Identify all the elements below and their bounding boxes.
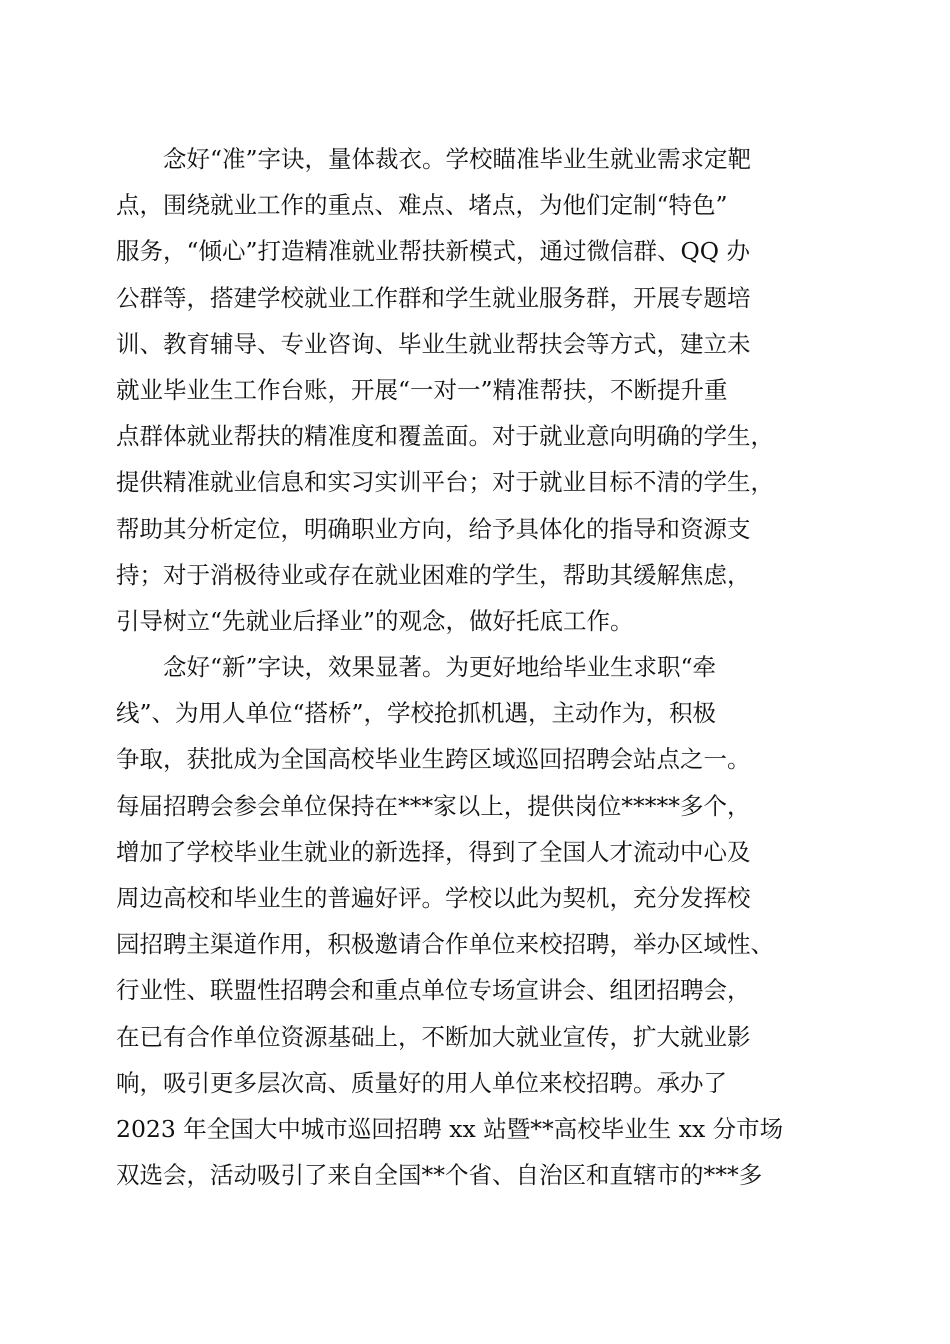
paragraph-line: 点，围绕就业工作的重点、难点、堵点，为他们定制“特色” [116,191,728,220]
paragraph-line: 每届招聘会参会单位保持在***家以上，提供岗位*****多个， [116,791,751,820]
paragraph-line: 线”、为用人单位“搭桥”，学校抢抓机遇，主动作为，积极 [116,699,717,728]
paragraph-zhun [116,136,856,644]
paragraph-line: 周边高校和毕业生的普遍好评。学校以此为契机，充分发挥校 [116,884,751,912]
paragraph-line: 园招聘主渠道作用，积极邀请合作单位来校招聘，举办区域性、 [116,930,774,959]
paragraph-line: 2023 年全国大中城市巡回招聘 xx 站暨**高校毕业生 xx 分市场 [116,1114,784,1143]
document-body [116,136,856,1198]
paragraph-line: 双选会，活动吸引了来自全国**个省、自治区和直辖市的***多 [116,1161,763,1190]
paragraph-line: 引导树立“先就业后择业”的观念，做好托底工作。 [116,606,634,635]
paragraph-line: 公群等，搭建学校就业工作群和学生就业服务群，开展专题培 [116,283,751,312]
paragraph-xin [116,644,856,1198]
paragraph-line: 争取，获批成为全国高校毕业生跨区域巡回招聘会站点之一。 [116,745,751,774]
paragraph-line: 响，吸引更多层次高、质量好的用人单位来校招聘。承办了 [116,1068,727,1097]
paragraph-line: 行业性、联盟性招聘会和重点单位专场宣讲会、组团招聘会， [116,976,751,1005]
paragraph-line: 提供精准就业信息和实习实训平台；对于就业目标不清的学生， [116,468,774,497]
paragraph-line: 服务，“倾心”打造精准就业帮扶新模式，通过微信群、QQ 办 [116,237,751,266]
paragraph-line: 增加了学校毕业生就业的新选择，得到了全国人才流动中心及 [116,837,751,866]
paragraph-line: 持；对于消极待业或存在就业困难的学生，帮助其缓解焦虑， [116,560,751,589]
paragraph-line: 训、教育辅导、专业咨询、毕业生就业帮扶会等方式，建立未 [116,329,751,358]
paragraph-line: 点群体就业帮扶的精准度和覆盖面。对于就业意向明确的学生， [116,422,774,451]
paragraph-line: 帮助其分析定位，明确职业方向，给予具体化的指导和资源支 [116,514,751,543]
paragraph-line: 就业毕业生工作台账，开展“一对一”精准帮扶，不断提升重 [116,375,728,404]
paragraph-line: 在已有合作单位资源基础上，不断加大就业宣传，扩大就业影 [116,1022,751,1051]
paragraph-line: 念好“新”字诀，效果显著。为更好地给毕业生求职“牵 [163,653,717,682]
paragraph-line: 念好“准”字诀，量体裁衣。学校瞄准毕业生就业需求定靶 [163,145,752,173]
